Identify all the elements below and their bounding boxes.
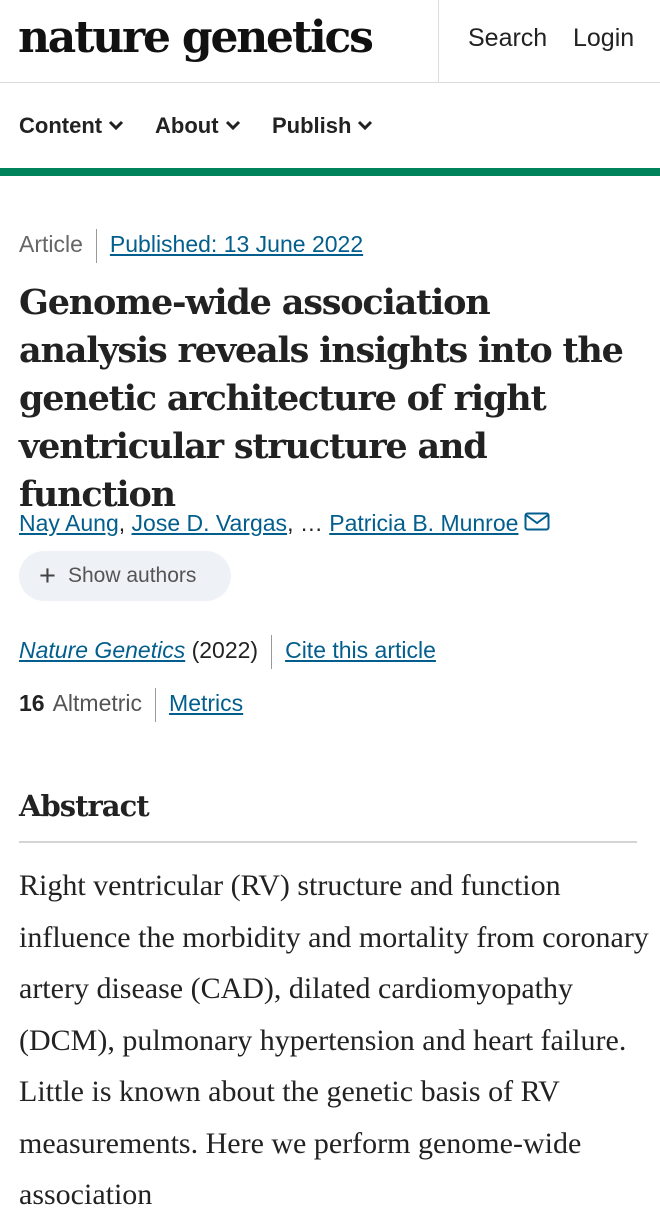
abstract-divider xyxy=(19,841,637,843)
nav-about-label: About xyxy=(155,113,219,138)
header-divider xyxy=(438,0,439,82)
author-link[interactable]: Jose D. Vargas xyxy=(131,510,288,536)
author-link[interactable]: Patricia B. Munroe xyxy=(329,510,519,536)
author-separator: , xyxy=(118,510,126,536)
published-date-link[interactable]: Published: 13 June 2022 xyxy=(109,231,364,258)
nav-publish-label: Publish xyxy=(272,113,352,138)
journal-link[interactable]: Nature Genetics xyxy=(19,637,186,664)
search-link[interactable]: Search xyxy=(468,24,548,52)
abstract-text: Right ventricular (RV) structure and function influence the morbidity and mortality from coronary artery disease (CAD), dilated cardiomyopathy (DCM), pulmonary hypertension and heart failure. Little is known about the genetic basis of RV measurements. Here we perform genome-wide association xyxy=(19,869,649,1211)
chevron-down-icon xyxy=(108,120,124,131)
meta-divider xyxy=(155,688,156,722)
citation-row xyxy=(19,635,436,669)
meta-divider xyxy=(271,635,272,669)
cite-article-link[interactable]: Cite this article xyxy=(285,637,436,664)
author-list xyxy=(19,508,550,538)
author-link[interactable]: Nay Aung xyxy=(19,510,119,536)
accent-bar xyxy=(0,168,660,176)
article-type: Article xyxy=(19,231,83,258)
journal-logo[interactable]: nature genetics xyxy=(18,12,372,63)
main-nav xyxy=(0,83,660,168)
metrics-link[interactable]: Metrics xyxy=(169,690,244,717)
plus-icon: + xyxy=(39,560,56,592)
show-authors-button[interactable] xyxy=(19,551,231,601)
show-authors-label: Show authors xyxy=(68,564,197,587)
meta-divider xyxy=(96,229,97,263)
nav-about-menu[interactable] xyxy=(155,111,241,141)
login-link[interactable]: Login xyxy=(573,24,635,52)
authors-ellipsis: … xyxy=(299,510,323,536)
article-title: Genome-wide association analysis reveals insights into the genetic architecture of right ventricular structure and function xyxy=(19,282,623,515)
article-meta xyxy=(19,229,363,263)
altmetric-count: 16 xyxy=(19,690,45,717)
publication-year: (2022) xyxy=(191,637,259,664)
nav-content-menu[interactable] xyxy=(19,111,124,141)
metrics-row xyxy=(19,688,243,722)
chevron-down-icon xyxy=(225,120,241,131)
chevron-down-icon xyxy=(357,120,373,131)
site-header xyxy=(0,0,660,83)
mail-icon[interactable] xyxy=(524,512,550,531)
abstract-heading: Abstract xyxy=(19,789,149,823)
nav-publish-menu[interactable] xyxy=(272,111,373,141)
altmetric-label: Altmetric xyxy=(52,690,143,717)
author-separator: , xyxy=(287,510,294,536)
nav-content-label: Content xyxy=(19,113,103,138)
